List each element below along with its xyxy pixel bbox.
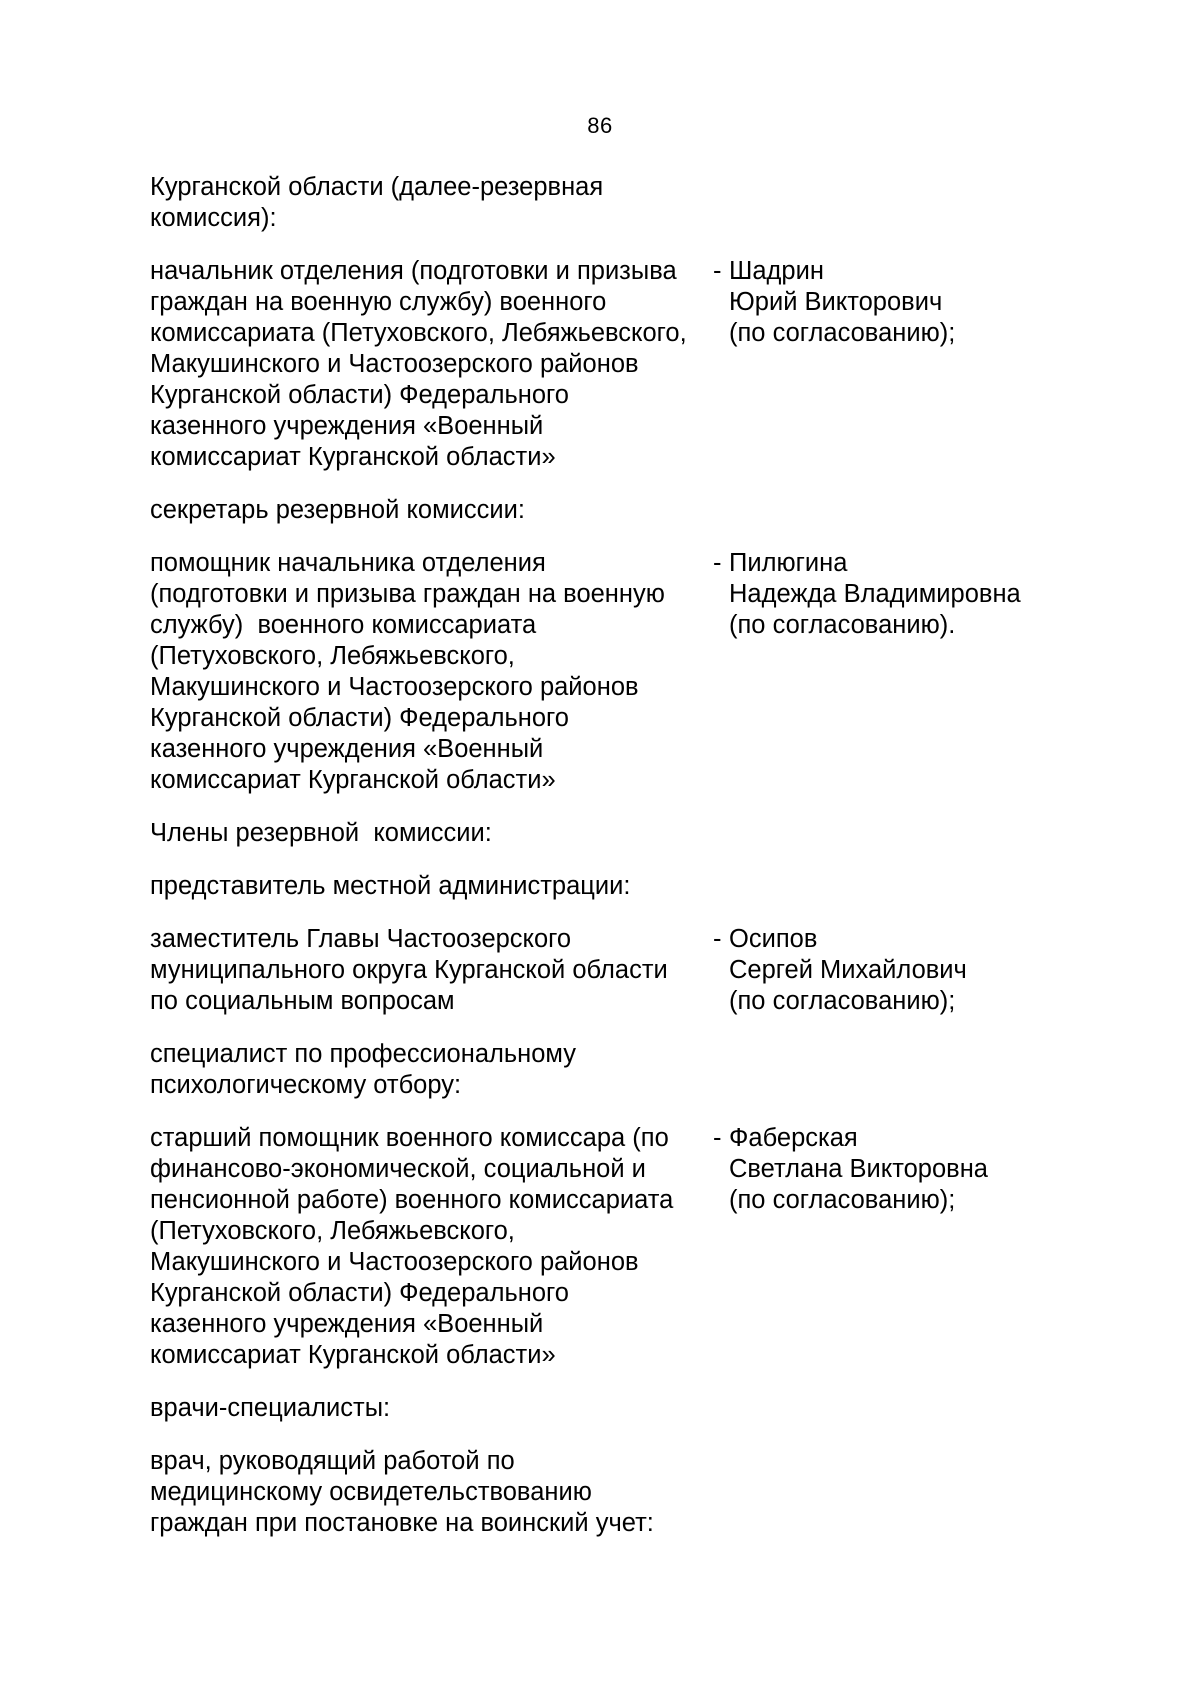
entry-dash: - (713, 1124, 722, 1152)
text-line: секретарь резервной комиссии: (150, 496, 525, 524)
person-name: Сергей Михайлович (729, 956, 967, 984)
entry-dash: - (713, 925, 722, 953)
secretary-position (150, 548, 713, 796)
text-line: Макушинского и Частоозерского районов (150, 673, 639, 701)
text-line: представитель местной администрации: (150, 872, 631, 900)
text-line: Макушинского и Частоозерского районов (150, 1248, 639, 1276)
person-note: (по согласованию); (729, 987, 956, 1015)
members-heading (150, 818, 1050, 849)
text-line: граждан на военную службу) военного (150, 288, 607, 316)
entry-dash: - (713, 257, 722, 285)
local-admin-position (150, 924, 713, 1017)
text-line: Члены резервной комиссии: (150, 819, 492, 847)
text-line: (подготовки и призыва граждан на военную (150, 580, 665, 608)
text-line: старший помощник военного комиссара (по (150, 1124, 669, 1152)
text-line: врач, руководящий работой по (150, 1447, 515, 1475)
text-line: (Петуховского, Лебяжьевского, (150, 1217, 515, 1245)
chairman-entry (150, 256, 1050, 473)
text-line: комиссариат Курганской области» (150, 1341, 556, 1369)
person-surname: Шадрин (729, 257, 824, 285)
text-line: Курганской области (далее-резервная (150, 173, 604, 201)
person-surname: Пилюгина (729, 549, 848, 577)
text-line: специалист по профессиональному (150, 1040, 577, 1068)
entry-dash: - (713, 549, 722, 577)
person-note: (по согласованию). (729, 611, 956, 639)
person-name: Надежда Владимировна (729, 580, 1021, 608)
chairman-position (150, 256, 713, 473)
text-line: комиссия): (150, 204, 277, 232)
text-line: комиссариат Курганской области» (150, 443, 556, 471)
page-number: 86 (587, 113, 613, 138)
text-line: заместитель Главы Частоозерского (150, 925, 572, 953)
text-line: комиссариат Курганской области» (150, 766, 556, 794)
local-admin-heading (150, 871, 1050, 902)
text-line: Курганской области) Федерального (150, 704, 569, 732)
person-note: (по согласованию); (729, 319, 956, 347)
text-line: Курганской области) Федерального (150, 1279, 569, 1307)
text-line: комиссариата (Петуховского, Лебяжьевского, (150, 319, 687, 347)
chairman-person (713, 256, 1050, 349)
text-line: казенного учреждения «Военный (150, 735, 544, 763)
person-surname: Осипов (729, 925, 818, 953)
person-name: Светлана Викторовна (729, 1155, 988, 1183)
text-line: финансово-экономической, социальной и (150, 1155, 646, 1183)
text-line: пенсионной работе) военного комиссариата (150, 1186, 674, 1214)
text-line: муниципального округа Курганской области (150, 956, 668, 984)
secretary-heading (150, 495, 1050, 526)
text-line: Курганской области) Федерального (150, 381, 569, 409)
psych-person (713, 1123, 1050, 1216)
person-surname: Фаберская (729, 1124, 858, 1152)
document-body (150, 172, 1050, 1539)
text-line: службу) военного комиссариата (150, 611, 537, 639)
text-line: казенного учреждения «Военный (150, 412, 544, 440)
text-line: казенного учреждения «Военный (150, 1310, 544, 1338)
psych-heading (150, 1039, 1050, 1101)
doctor-lead-paragraph (150, 1446, 1050, 1539)
intro-paragraph (150, 172, 1050, 234)
text-line: врачи-специалисты: (150, 1394, 391, 1422)
person-note: (по согласованию); (729, 1186, 956, 1214)
text-line: начальник отделения (подготовки и призыва (150, 257, 677, 285)
text-line: Макушинского и Частоозерского районов (150, 350, 639, 378)
text-line: по социальным вопросам (150, 987, 455, 1015)
local-admin-entry (150, 924, 1050, 1017)
text-line: помощник начальника отделения (150, 549, 546, 577)
secretary-entry (150, 548, 1050, 796)
secretary-person (713, 548, 1050, 641)
doctors-heading (150, 1393, 1050, 1424)
psych-position (150, 1123, 713, 1371)
local-admin-person (713, 924, 1050, 1017)
psych-entry (150, 1123, 1050, 1371)
text-line: граждан при постановке на воинский учет: (150, 1509, 654, 1537)
text-line: психологическому отбору: (150, 1071, 462, 1099)
text-line: (Петуховского, Лебяжьевского, (150, 642, 515, 670)
text-line: медицинскому освидетельствованию (150, 1478, 592, 1506)
person-name: Юрий Викторович (729, 288, 943, 316)
